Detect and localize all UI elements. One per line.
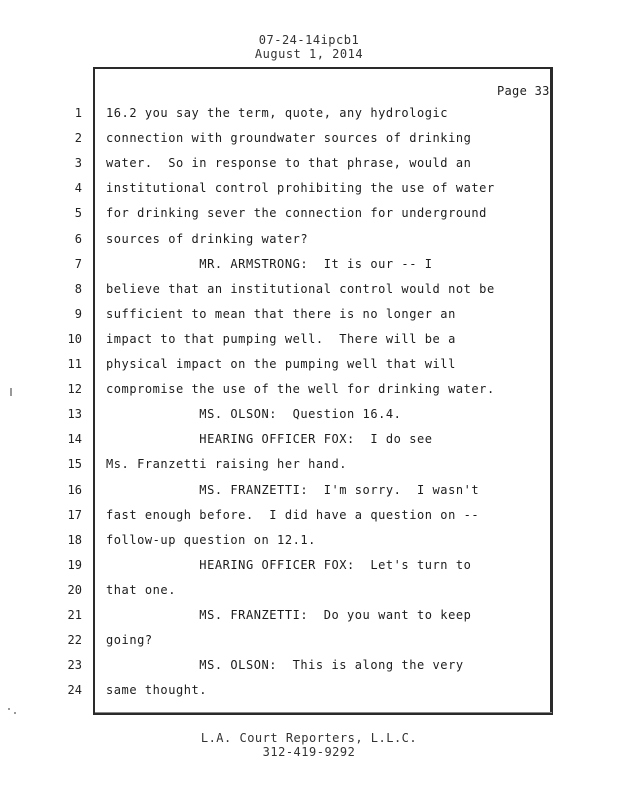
line-number: 13: [67, 407, 82, 421]
frame-bottom-rule: [95, 712, 552, 713]
footer-reporter-name: L.A. Court Reporters, L.L.C.: [200, 731, 418, 745]
transcript-line-text: follow-up question on 12.1.: [106, 533, 316, 547]
line-number: 18: [67, 533, 82, 547]
transcript-line-text: fast enough before. I did have a question on --: [106, 508, 480, 522]
transcript-line-text: sources of drinking water?: [106, 232, 309, 246]
line-number: 3: [74, 156, 82, 170]
transcript-line-text: sufficient to mean that there is no longer an: [106, 307, 456, 321]
transcript-line-text: Ms. Franzetti raising her hand.: [106, 457, 348, 471]
header-case-number: 07-24-14ipcb1: [258, 33, 360, 47]
line-number: 9: [74, 307, 82, 321]
line-number: 12: [67, 382, 82, 396]
scan-speck: [10, 388, 12, 396]
header-date: August 1, 2014: [254, 47, 364, 61]
scan-speck: [14, 712, 16, 714]
line-number: 22: [67, 633, 82, 647]
page-number: Page 33: [497, 84, 550, 98]
transcript-line-text: connection with groundwater sources of drinking: [106, 131, 472, 145]
line-number: 20: [67, 583, 82, 597]
footer-phone-number: 312-419-9292: [262, 745, 356, 759]
line-number: 19: [67, 558, 82, 572]
line-number: 23: [67, 658, 82, 672]
line-number: 17: [67, 508, 82, 522]
transcript-line-text: MS. FRANZETTI: Do you want to keep: [106, 608, 472, 622]
transcript-line-text: physical impact on the pumping well that will: [106, 357, 456, 371]
transcript-line-text: that one.: [106, 583, 176, 597]
scan-speck: [8, 708, 10, 710]
line-number: 10: [67, 332, 82, 346]
line-number: 8: [74, 282, 82, 296]
transcript-line-text: MS. FRANZETTI: I'm sorry. I wasn't: [106, 483, 480, 497]
transcript-line-text: for drinking sever the connection for underground: [106, 206, 487, 220]
transcript-line-text: going?: [106, 633, 153, 647]
transcript-line-text: water. So in response to that phrase, would an: [106, 156, 472, 170]
transcript-line-text: compromise the use of the well for drinking water.: [106, 382, 495, 396]
line-number: 24: [67, 683, 82, 697]
transcript-line-text: 16.2 you say the term, quote, any hydrologic: [106, 106, 449, 120]
transcript-line-text: MS. OLSON: This is along the very: [106, 658, 464, 672]
line-number: 6: [74, 232, 82, 246]
line-number: 4: [74, 181, 82, 195]
line-number: 11: [67, 357, 82, 371]
transcript-line-text: impact to that pumping well. There will be a: [106, 332, 456, 346]
line-number: 7: [74, 257, 82, 271]
line-number: 15: [67, 457, 82, 471]
transcript-line-text: MR. ARMSTRONG: It is our -- I: [106, 257, 433, 271]
transcript-line-text: believe that an institutional control would not be: [106, 282, 495, 296]
line-number: 21: [67, 608, 82, 622]
line-number: 14: [67, 432, 82, 446]
line-number: 1: [74, 106, 82, 120]
transcript-line-text: institutional control prohibiting the use of water: [106, 181, 495, 195]
transcript-line-text: HEARING OFFICER FOX: I do see: [106, 432, 433, 446]
transcript-line-text: HEARING OFFICER FOX: Let's turn to: [106, 558, 472, 572]
line-number: 2: [74, 131, 82, 145]
line-number: 16: [67, 483, 82, 497]
transcript-line-text: same thought.: [106, 683, 208, 697]
transcript-line-text: MS. OLSON: Question 16.4.: [106, 407, 402, 421]
line-number: 5: [74, 206, 82, 220]
